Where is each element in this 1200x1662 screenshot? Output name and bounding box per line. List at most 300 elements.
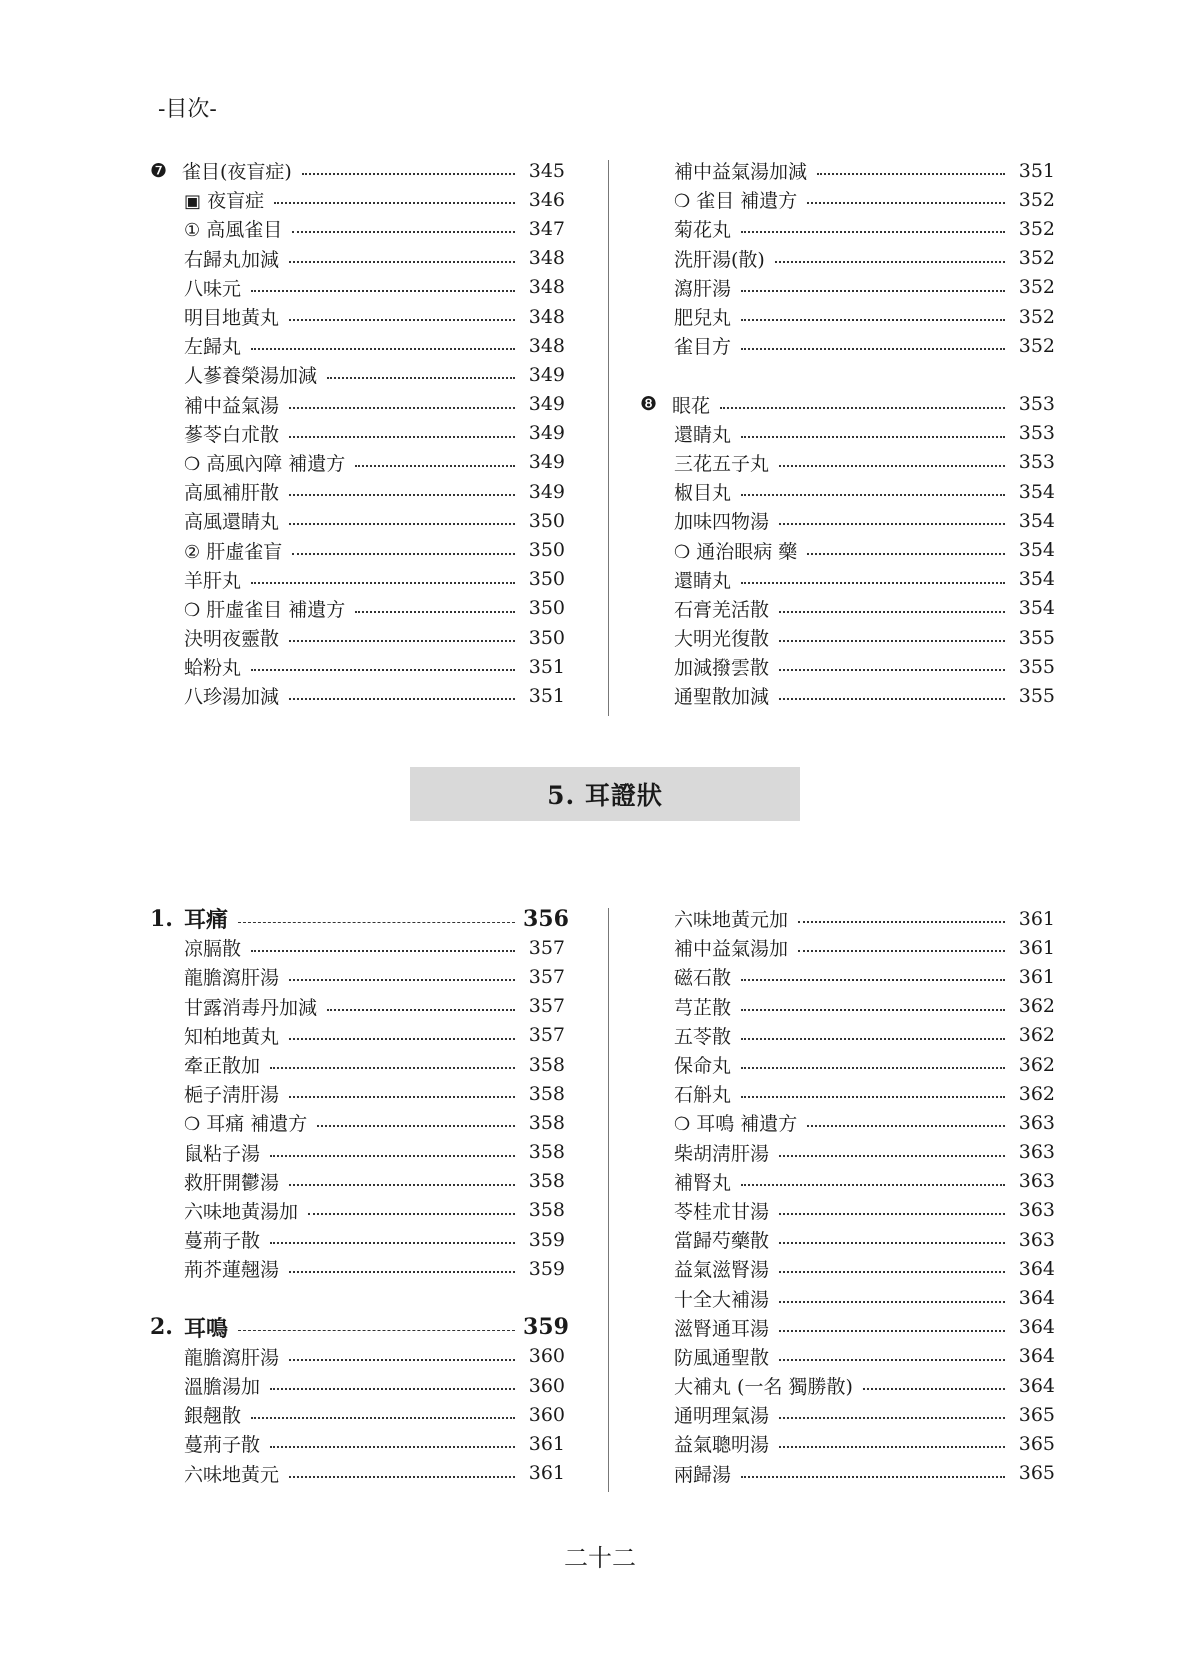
toc-entry — [640, 1371, 1055, 1400]
toc-page-number: 358 — [528, 1053, 565, 1076]
toc-page-number: 360 — [528, 1403, 565, 1426]
toc-page-number: 359 — [523, 1314, 569, 1341]
dot-leader — [238, 1329, 515, 1331]
dot-leader — [327, 376, 515, 379]
toc-entry-title: 梔子淸肝湯 — [184, 1084, 280, 1107]
toc-entry-title: 蔘苓白朮散 — [184, 423, 280, 446]
dot-leader — [741, 493, 1005, 496]
toc-entry — [640, 477, 1055, 506]
toc-entry-title: 益氣聰明湯 — [674, 1434, 770, 1457]
dot-leader — [251, 347, 515, 350]
toc-entry-title: 肝虛雀目 補遺方 — [206, 598, 346, 621]
dot-leader — [289, 493, 515, 496]
toc-entry-title: 防風通聖散 — [674, 1346, 770, 1369]
toc-entry-title: 雀目(夜盲症) — [182, 161, 292, 184]
toc-entry-title: 六味地黃元 — [184, 1463, 280, 1486]
toc-entry — [640, 681, 1055, 710]
dot-leader — [289, 1095, 515, 1098]
toc-entry-title: 通聖散加減 — [674, 686, 770, 709]
toc-entry — [150, 214, 565, 243]
dot-leader — [270, 1241, 515, 1244]
dot-leader — [741, 1475, 1005, 1478]
toc-page-number: 350 — [528, 597, 565, 620]
toc-entry-title: 通明理氣湯 — [674, 1405, 770, 1428]
toc-entry — [640, 1167, 1055, 1196]
toc-page-number: 357 — [528, 936, 565, 959]
bullet-icon: ❍ — [674, 1114, 691, 1136]
toc-page-number: 360 — [528, 1345, 565, 1368]
toc-entry — [150, 1021, 565, 1050]
toc-entry-title: 六味地黃元加 — [674, 909, 789, 932]
toc-entry — [150, 244, 565, 273]
toc-entry-title: 加減撥雲散 — [674, 657, 770, 680]
toc-entry — [150, 565, 565, 594]
toc-entry-title: 蛤粉丸 — [184, 657, 242, 680]
toc-entry-title: 保命丸 — [674, 1055, 732, 1078]
toc-entry — [640, 1138, 1055, 1167]
toc-entry — [640, 185, 1055, 214]
column-divider — [608, 908, 609, 1492]
toc-entry — [640, 1196, 1055, 1225]
toc-entry-title: 知柏地黃丸 — [184, 1025, 280, 1048]
dot-leader — [270, 1066, 515, 1069]
toc-entry-title: 蔓荊子散 — [184, 1230, 261, 1253]
dot-leader — [289, 522, 515, 525]
toc-entry-title: 滋腎通耳湯 — [674, 1317, 770, 1340]
toc-page-number: 355 — [1018, 684, 1055, 707]
toc-page-number: 353 — [1018, 451, 1055, 474]
toc-entry-title: 加味四物湯 — [674, 511, 770, 534]
dot-leader — [251, 581, 515, 584]
toc-entry — [640, 1050, 1055, 1079]
toc-heading — [150, 904, 569, 934]
toc-page-number: 360 — [528, 1374, 565, 1397]
toc-page-number: 362 — [1018, 995, 1055, 1018]
toc-page-number: 358 — [528, 1170, 565, 1193]
toc-entry — [150, 1167, 565, 1196]
toc-page-number: 364 — [1018, 1374, 1055, 1397]
toc-spacer — [640, 360, 1055, 389]
dot-leader — [779, 610, 1005, 613]
dot-leader — [779, 464, 1005, 467]
toc-column-left — [150, 156, 565, 711]
toc-entry — [640, 565, 1055, 594]
toc-entry — [640, 331, 1055, 360]
toc-entry-title: 高風內障 補遺方 — [206, 452, 346, 475]
toc-entry-title: 救肝開鬱湯 — [184, 1171, 280, 1194]
toc-page-number: 365 — [1018, 1432, 1055, 1455]
toc-entry — [640, 506, 1055, 535]
dot-leader — [289, 260, 515, 263]
dot-leader — [289, 435, 515, 438]
dot-leader — [741, 1183, 1005, 1186]
toc-column-right — [640, 904, 1055, 1488]
toc-page-number: 363 — [1018, 1228, 1055, 1251]
toc-entry — [150, 331, 565, 360]
toc-page-number: 350 — [528, 626, 565, 649]
toc-entry-title: 通治眼病 藥 — [696, 540, 798, 563]
dot-leader — [238, 921, 515, 923]
dot-leader — [289, 1358, 515, 1361]
toc-entry — [150, 302, 565, 331]
dot-leader — [779, 639, 1005, 642]
toc-entry-title: 雀目方 — [674, 336, 732, 359]
toc-page-number: 362 — [1018, 1082, 1055, 1105]
toc-entry — [150, 1050, 565, 1079]
toc-entry-title: 大補丸 (一名 獨勝散) — [674, 1376, 853, 1399]
toc-page-number: 359 — [528, 1228, 565, 1251]
toc-page-number: 348 — [528, 305, 565, 328]
running-head: -目次- — [158, 97, 217, 122]
toc-entry — [640, 623, 1055, 652]
toc-entry — [640, 933, 1055, 962]
dot-leader — [779, 668, 1005, 671]
dot-leader — [720, 406, 1005, 409]
toc-page-number: 359 — [528, 1257, 565, 1280]
toc-entry-title: 兩歸湯 — [674, 1463, 732, 1486]
toc-entry-title: 甘露消毒丹加減 — [184, 996, 318, 1019]
dot-leader — [289, 1037, 515, 1040]
toc-page-number: 363 — [1018, 1170, 1055, 1193]
bullet-icon: ❍ — [184, 1114, 201, 1136]
dot-leader — [327, 1008, 515, 1011]
toc-page-number: 352 — [1018, 305, 1055, 328]
dot-leader — [289, 406, 515, 409]
toc-entry — [640, 419, 1055, 448]
dot-leader — [863, 1387, 1005, 1390]
dot-leader — [302, 172, 515, 175]
toc-page-number: 352 — [1018, 334, 1055, 357]
toc-page-number: 350 — [528, 509, 565, 532]
bullet-icon: ▣ — [184, 191, 202, 213]
dot-leader — [779, 1270, 1005, 1273]
toc-entry — [640, 1079, 1055, 1108]
toc-entry-title: 決明夜靈散 — [184, 628, 280, 651]
toc-entry — [150, 506, 565, 535]
dot-leader — [741, 1066, 1005, 1069]
toc-entry-title: 柴胡淸肝湯 — [674, 1142, 770, 1165]
toc-subheading — [150, 156, 565, 185]
toc-entry — [150, 1429, 565, 1458]
bullet-icon: ② — [184, 541, 201, 563]
toc-page-number: 358 — [528, 1141, 565, 1164]
dot-leader — [779, 1445, 1005, 1448]
toc-entry — [640, 156, 1055, 185]
dot-leader — [779, 697, 1005, 700]
toc-number: ❽ — [640, 393, 658, 416]
toc-page-number: 354 — [1018, 509, 1055, 532]
toc-page-number: 357 — [528, 965, 565, 988]
toc-page-number: 364 — [1018, 1287, 1055, 1310]
toc-entry-title: 高風雀目 — [206, 219, 283, 242]
toc-entry-title: 苓桂朮甘湯 — [674, 1200, 770, 1223]
toc-entry — [640, 652, 1055, 681]
dot-leader — [807, 201, 1005, 204]
dot-leader — [274, 201, 515, 204]
toc-page-number: 362 — [1018, 1053, 1055, 1076]
toc-page-number: 355 — [1018, 655, 1055, 678]
toc-entry-title: 高風還睛丸 — [184, 511, 280, 534]
toc-entry — [150, 1225, 565, 1254]
toc-entry-title: 耳痛 — [184, 907, 229, 934]
toc-entry-title: 還睛丸 — [674, 423, 732, 446]
toc-entry — [150, 623, 565, 652]
toc-page-number: 357 — [528, 995, 565, 1018]
toc-entry — [150, 1108, 565, 1137]
toc-page-number: 361 — [1018, 965, 1055, 988]
dot-leader — [355, 610, 515, 613]
toc-page-number: 354 — [1018, 539, 1055, 562]
dot-leader — [289, 639, 515, 642]
dot-leader — [251, 1416, 515, 1419]
toc-entry — [150, 681, 565, 710]
toc-entry-title: 五苓散 — [674, 1025, 732, 1048]
dot-leader — [798, 949, 1005, 952]
toc-page-number: 348 — [528, 276, 565, 299]
toc-entry-title: 雀目 補遺方 — [696, 190, 798, 213]
dot-leader — [292, 552, 515, 555]
toc-entry — [640, 535, 1055, 564]
toc-page-number: 364 — [1018, 1316, 1055, 1339]
toc-entry-title: 菊花丸 — [674, 219, 732, 242]
dot-leader — [779, 1329, 1005, 1332]
toc-entry-title: 益氣滋腎湯 — [674, 1259, 770, 1282]
toc-entry — [640, 1342, 1055, 1371]
toc-page-number: 364 — [1018, 1345, 1055, 1368]
toc-page-number: 352 — [1018, 276, 1055, 299]
toc-page-number: 351 — [1018, 159, 1055, 182]
dot-leader — [779, 1358, 1005, 1361]
toc-entry — [150, 390, 565, 419]
toc-page-number: 350 — [528, 539, 565, 562]
bullet-icon: ① — [184, 220, 201, 242]
toc-page-number: 351 — [528, 655, 565, 678]
dot-leader — [289, 1270, 515, 1273]
toc-page-number: 346 — [528, 188, 565, 211]
toc-entry-title: 洗肝湯(散) — [674, 248, 765, 271]
toc-entry — [640, 1021, 1055, 1050]
dot-leader — [807, 552, 1005, 555]
toc-page-number: 349 — [528, 480, 565, 503]
toc-entry — [640, 1225, 1055, 1254]
dot-leader — [741, 1095, 1005, 1098]
toc-entry-title: 左歸丸 — [184, 336, 242, 359]
dot-leader — [289, 1475, 515, 1478]
toc-entry — [640, 1254, 1055, 1283]
toc-entry — [640, 1108, 1055, 1137]
toc-page-number: 354 — [1018, 480, 1055, 503]
toc-entry-title: 石斛丸 — [674, 1084, 732, 1107]
toc-entry-title: 三花五子丸 — [674, 452, 770, 475]
toc-page-number: 362 — [1018, 1024, 1055, 1047]
dot-leader — [779, 1416, 1005, 1419]
toc-entry-title: 補中益氣湯加減 — [674, 161, 808, 184]
dot-leader — [779, 522, 1005, 525]
toc-entry-title: 荊芥蓮翹湯 — [184, 1259, 280, 1282]
toc-page-number: 361 — [528, 1462, 565, 1485]
toc-entry-title: 瀉肝湯 — [674, 277, 732, 300]
toc-heading — [150, 1313, 569, 1342]
dot-leader — [317, 1124, 515, 1127]
toc-entry-title: 高風補肝散 — [184, 482, 280, 505]
toc-entry — [150, 1196, 565, 1225]
toc-column-right — [640, 156, 1055, 711]
toc-entry — [150, 360, 565, 389]
toc-entry-title: 凉膈散 — [184, 938, 242, 961]
toc-entry — [150, 1459, 565, 1488]
dot-leader — [289, 697, 515, 700]
dot-leader — [798, 920, 1005, 923]
dot-leader — [251, 289, 515, 292]
bullet-icon: ❍ — [184, 599, 201, 621]
toc-entry-title: 補腎丸 — [674, 1171, 732, 1194]
toc-entry — [640, 1429, 1055, 1458]
toc-page-number: 365 — [1018, 1403, 1055, 1426]
toc-page-number: 349 — [528, 363, 565, 386]
toc-page-number: 353 — [1018, 422, 1055, 445]
toc-entry-title: 肥兒丸 — [674, 307, 732, 330]
dot-leader — [270, 1154, 515, 1157]
toc-entry — [150, 535, 565, 564]
toc-entry-title: 耳鳴 — [184, 1315, 229, 1342]
toc-page-number: 361 — [1018, 907, 1055, 930]
toc-entry-title: 肝虛雀盲 — [206, 540, 283, 563]
toc-page-number: 352 — [1018, 217, 1055, 240]
toc-entry — [150, 1342, 565, 1371]
toc-entry — [150, 448, 565, 477]
toc-entry-title: 耳痛 補遺方 — [206, 1113, 308, 1136]
page-folio: 二十二 — [564, 1544, 636, 1572]
toc-number: ❼ — [150, 159, 168, 182]
toc-page-number: 352 — [1018, 188, 1055, 211]
toc-entry — [150, 962, 565, 991]
toc-page-number: 348 — [528, 247, 565, 270]
toc-page-number: 363 — [1018, 1141, 1055, 1164]
toc-page-number: 349 — [528, 422, 565, 445]
toc-entry-title: 補中益氣湯 — [184, 394, 280, 417]
bullet-icon: ❍ — [674, 541, 691, 563]
toc-entry — [150, 477, 565, 506]
dot-leader — [779, 1300, 1005, 1303]
toc-page-number: 363 — [1018, 1111, 1055, 1134]
toc-entry-title: 明目地黃丸 — [184, 307, 280, 330]
toc-entry — [640, 1313, 1055, 1342]
toc-entry — [150, 652, 565, 681]
toc-page-number: 363 — [1018, 1199, 1055, 1222]
toc-page-number: 348 — [528, 334, 565, 357]
toc-number: 2. — [150, 1314, 173, 1341]
column-divider — [608, 160, 609, 716]
toc-entry — [640, 904, 1055, 933]
toc-entry — [150, 1254, 565, 1283]
dot-leader — [741, 318, 1005, 321]
toc-page-number: 358 — [528, 1082, 565, 1105]
dot-leader — [741, 289, 1005, 292]
toc-entry-title: 鼠粘子湯 — [184, 1142, 261, 1165]
toc-entry — [150, 185, 565, 214]
dot-leader — [355, 464, 515, 467]
toc-entry — [640, 594, 1055, 623]
dot-leader — [817, 172, 1005, 175]
dot-leader — [251, 949, 515, 952]
toc-page-number: 365 — [1018, 1462, 1055, 1485]
toc-page-number: 355 — [1018, 626, 1055, 649]
toc-entry — [640, 273, 1055, 302]
toc-entry-title: 椒目丸 — [674, 482, 732, 505]
bullet-icon: ❍ — [184, 453, 201, 475]
toc-entry-title: 十全大補湯 — [674, 1288, 770, 1311]
toc-page-number: 354 — [1018, 568, 1055, 591]
toc-entry — [150, 594, 565, 623]
toc-entry — [150, 1400, 565, 1429]
toc-entry-title: 當歸芍藥散 — [674, 1230, 770, 1253]
toc-entry — [640, 302, 1055, 331]
dot-leader — [270, 1387, 515, 1390]
toc-entry-title: 銀翹散 — [184, 1405, 242, 1428]
dot-leader — [779, 1212, 1005, 1215]
toc-page-number: 361 — [1018, 936, 1055, 959]
toc-entry-title: 芎芷散 — [674, 996, 732, 1019]
dot-leader — [270, 1445, 515, 1448]
toc-page-number: 358 — [528, 1111, 565, 1134]
toc-page-number: 364 — [1018, 1257, 1055, 1280]
toc-entry — [150, 273, 565, 302]
toc-entry-title: 眼花 — [672, 394, 711, 417]
toc-entry-title: 石膏羌活散 — [674, 598, 770, 621]
dot-leader — [807, 1124, 1005, 1127]
toc-entry-title: 蔓荊子散 — [184, 1434, 261, 1457]
toc-entry-title: 羊肝丸 — [184, 569, 242, 592]
toc-page-number: 354 — [1018, 597, 1055, 620]
toc-page-number: 353 — [1018, 393, 1055, 416]
toc-entry — [150, 1371, 565, 1400]
dot-leader — [779, 1241, 1005, 1244]
toc-number: 1. — [150, 905, 173, 932]
dot-leader — [741, 347, 1005, 350]
toc-page-number: 358 — [528, 1199, 565, 1222]
toc-page-number: 347 — [528, 217, 565, 240]
toc-entry — [640, 244, 1055, 273]
toc-entry-title: 溫膽湯加 — [184, 1376, 261, 1399]
toc-entry-title: 龍膽瀉肝湯 — [184, 1346, 280, 1369]
toc-page-number: 349 — [528, 393, 565, 416]
dot-leader — [289, 1183, 515, 1186]
dot-leader — [741, 1037, 1005, 1040]
toc-column-left — [150, 904, 569, 1488]
dot-leader — [779, 1154, 1005, 1157]
dot-leader — [741, 230, 1005, 233]
toc-entry — [640, 448, 1055, 477]
toc-entry-title: 牽正散加 — [184, 1055, 261, 1078]
toc-entry — [640, 962, 1055, 991]
toc-page-number: 351 — [528, 684, 565, 707]
dot-leader — [289, 978, 515, 981]
bullet-icon: ❍ — [674, 191, 691, 213]
toc-entry-title: 夜盲症 — [207, 190, 265, 213]
toc-entry-title: 大明光復散 — [674, 628, 770, 651]
toc-page-number: 361 — [528, 1432, 565, 1455]
toc-entry — [150, 992, 565, 1021]
toc-entry — [640, 1283, 1055, 1312]
toc-entry — [150, 933, 565, 962]
dot-leader — [741, 435, 1005, 438]
dot-leader — [741, 581, 1005, 584]
toc-entry-title: 補中益氣湯加 — [674, 938, 789, 961]
toc-page-number: 349 — [528, 451, 565, 474]
toc-page-number: 357 — [528, 1024, 565, 1047]
toc-entry-title: 六味地黃湯加 — [184, 1200, 299, 1223]
toc-entry — [640, 214, 1055, 243]
